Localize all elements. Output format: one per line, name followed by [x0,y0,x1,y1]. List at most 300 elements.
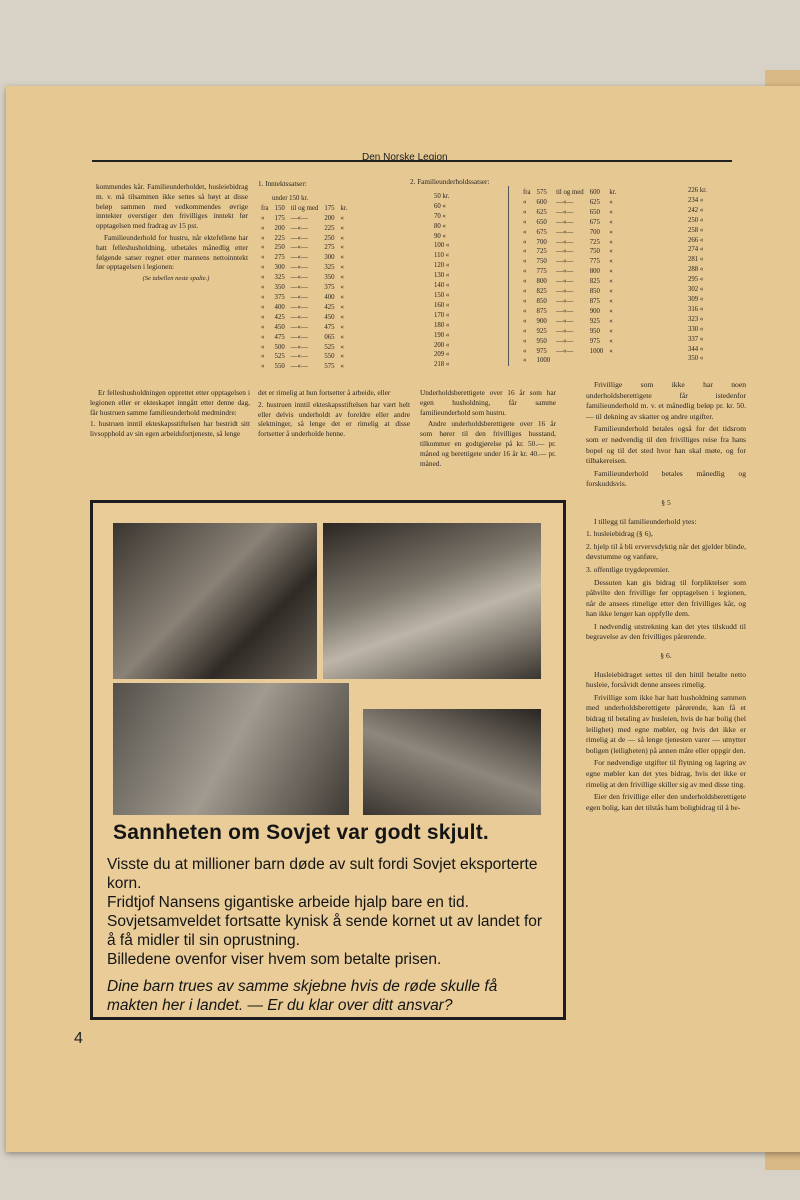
table-cell: —«— [290,303,308,311]
page-number: 4 [74,1030,83,1047]
right-list-1: 1. husleiebidrag (§ 6), [586,529,653,539]
table-cell: « [340,333,344,341]
table-cell: « [261,214,265,222]
table-cell: « [261,363,265,371]
amount-value: 100 « [434,242,450,250]
table-cell: —«— [290,293,308,301]
table-cell: « [261,313,265,321]
right-paragraph-10: Eier den frivillige eller den underholdsberettigete egen bolig, kan det tilstås ham boligbidrag til å be- [586,792,746,812]
table-cell: 900 [589,307,600,315]
table-cell: « [523,297,527,305]
table-row [520,277,619,287]
table-row [520,327,619,337]
table-row [520,287,619,297]
table-cell: 325 [324,264,335,272]
amount-value: 323 « [688,315,704,323]
table-cell: 725 [536,248,547,256]
table-cell: —«— [556,198,574,206]
table-cell: 600 [536,198,547,206]
table-cell: 300 [274,264,285,272]
table-cell: kr. [340,204,348,212]
table-cell: « [609,208,613,216]
table-cell: 425 [274,313,285,321]
table-row [258,333,351,343]
right-paragraph-1: Frivillige som ikke har noen underholdsberettigete får istedenfor familieunderhold m. v. et månedlig beløp pr. kr. 50.— til dekning av skatter og andre utgifter. [586,380,746,421]
table-cell: « [523,198,527,206]
table-cell: « [261,353,265,361]
table-row [520,238,619,248]
table-cell: —«— [290,254,308,262]
amount-value: 295 « [688,276,704,284]
right-list-3: 3. offentlige trygdepremier. [586,564,670,574]
table-cell: 1000 [536,357,551,365]
table-cell: 065 [324,333,335,341]
mid-column-1 [90,388,250,441]
poster-text [107,855,551,1015]
amount-value: 70 « [434,212,446,220]
poster-line-4: Dine barn trues av samme skjebne hvis de røde skulle få makten her i landet. — Er du klar over ditt ansvar? [107,978,498,1014]
table-cell: « [261,224,265,232]
table-cell: « [340,303,344,311]
mid2-item-2: 2. hustruen inntil ekteskapsstiftelsen har vært helt eller delvis underholdt av foreldre eller andre slektninger, så lenge det er rimelig at disse fortsetter å underholde henne. [258,399,410,439]
table-cell: —«— [290,214,308,222]
table-cell: 225 [274,234,285,242]
right-paragraph-4: I tillegg til familieunderhold ytes: [594,516,697,526]
table-cell: —«— [556,278,574,286]
table-cell: « [340,234,344,242]
table-cell: —«— [556,288,574,296]
right-paragraph-2: Familieunderhold betales også for det tidsrom som er nødvendig til den frivilliges reise fra hans bopel og til det sted hvor han skal møte, og for tilbakereisen. [586,424,746,466]
table-cell: 350 [324,274,335,282]
table-cell: —«— [556,347,574,355]
amount-value: 288 « [688,266,704,274]
table-cell: 700 [589,228,600,236]
table-cell: 700 [536,238,547,246]
right-paragraph-8: Frivillige som ikke har hatt husholdning sammen med underholdsberettigete pårørende, kan få et bidrag til betaling av husleien, hvis de har bolig (hel leilighet) med egne møbler, og hvis det ikke er rimelig at de — så lenge tjenesten varer — utnytter boligen (leiligheten) på annen måte eller oppgir den. [586,692,746,755]
table-cell: 550 [274,363,285,371]
table-cell: —«— [290,333,308,341]
table-cell: « [340,293,344,301]
table-cell: —«— [290,244,308,252]
table-cell: —«— [556,297,574,305]
table-cell: « [340,313,344,321]
table-row [258,352,351,362]
table-cell: 150 [274,204,285,212]
table-cell: 575 [324,363,335,371]
table-cell: « [609,278,613,286]
table-row [258,214,351,224]
amount-value: 234 « [688,196,704,204]
table-cell: « [261,284,265,292]
table-cell: 375 [324,284,335,292]
table-cell: 625 [589,198,600,206]
table-cell: 1000 [589,347,604,355]
table-cell: 625 [536,208,547,216]
table-cell: « [340,274,344,282]
table-cell: —«— [290,264,308,272]
table-cell: —«— [556,268,574,276]
photo-bottom-right [363,709,541,815]
table-cell: « [261,274,265,282]
table-cell: 675 [589,218,600,226]
table-row [520,257,619,267]
table-cell: 800 [536,278,547,286]
table-row [258,313,351,323]
table-cell: « [340,214,344,222]
amount-value: 316 « [688,305,704,313]
table-cell: « [523,218,527,226]
table-cell: 850 [589,288,600,296]
column-1-top [96,182,248,286]
table-cell: 425 [324,303,335,311]
table-cell: « [340,254,344,262]
table-row [520,317,619,327]
amount-value: 330 « [688,325,704,333]
amount-value: 274 « [688,246,704,254]
income-rows [258,204,351,372]
table-row [520,228,619,238]
table-cell: « [340,264,344,272]
page-header: Den Norske Legion [362,152,448,163]
amount-value: 130 « [434,272,450,280]
table-cell: —«— [556,307,574,315]
table-row [258,293,351,303]
propaganda-poster [90,500,566,1020]
amount-value: 250 « [688,216,704,224]
table-cell: 775 [536,268,547,276]
income-subhead: under 150 kr. [272,194,309,202]
table-cell: 900 [536,317,547,325]
upper-income-rows [520,188,619,366]
table-cell: 400 [274,303,285,311]
poster-line-1: Visste du at millioner barn døde av sult fordi Sovjet eksporterte korn. [107,856,538,892]
table-cell: 875 [589,297,600,305]
poster-headline: Sannheten om Sovjet var godt skjult. [113,821,489,844]
table-cell: —«— [556,248,574,256]
table-cell: 175 [324,204,335,212]
table-cell: « [609,288,613,296]
table-cell: « [340,363,344,371]
table-cell: « [261,333,265,341]
mid3-paragraph-2: Andre underholdsberettigete over 16 år som hører til den frivilliges husstand, tilkommer en godtgjørelse på kr. 50.— pr. måned og berettigete under 16 år kr. 40.— pr. måned. [420,419,556,468]
table-cell: 250 [324,234,335,242]
col1-paragraph-1: kommendes kår. Familieunderholdet, husleiebidrag m. v. må tilsammen ikke settes så høyt at disse beløp sammen med vedkommendes øvrige inntekter overstiger den frivilliges inntekt før opptagelsen med fradrag av 15 pst. [96,182,248,231]
table-note: (Se tabellen neste spalte.) [142,275,210,283]
table-cell: kr. [609,189,617,196]
table-cell: « [523,357,527,365]
header-rule [92,160,732,162]
table-cell: « [523,208,527,216]
table-row [258,343,351,353]
amount-value: 60 « [434,202,446,210]
table-cell: —«— [556,218,574,226]
table-cell: fra [523,189,531,196]
amount-value: 309 « [688,295,704,303]
table-cell: « [609,317,613,325]
table-cell: « [261,303,265,311]
table-cell: 950 [589,327,600,335]
table-cell: 175 [274,214,285,222]
table-cell: « [340,224,344,232]
table-row [258,224,351,234]
right-paragraph-6: I nødvendig utstrekning kan det ytes tilskudd til begravelse av den frivilliges pårørende. [586,621,746,642]
table-cell: til og med [556,189,584,196]
amount-value: 344 « [688,345,704,353]
table-cell: 475 [274,333,285,341]
table-cell: « [261,244,265,252]
table-row [258,303,351,313]
table-cell: —«— [556,258,574,266]
table-cell: 575 [536,189,547,196]
table-cell: « [609,307,613,315]
table-cell: « [609,198,613,206]
amount-value: 170 « [434,311,450,319]
right-paragraph-5: Dessuten kan gis bidrag til forpliktelser som påhvilte den frivillige før opptagelsen i legionen, når de ansees rimelige etter den frivilliges kår, og han ikke lenger kan oppfylle dem. [586,577,746,619]
table-cell: 675 [536,228,547,236]
table-cell: « [523,307,527,315]
amount-value: 110 « [434,252,450,260]
table-cell: —«— [290,284,308,292]
amount-value: 266 « [688,236,704,244]
table-cell: « [609,268,613,276]
table-cell: « [609,297,613,305]
table-cell: 350 [274,284,285,292]
mid3-paragraph-1: Underholdsberettigete over 16 år som har egen husholdning, får samme familieunderhold som hustru. [420,388,556,417]
support-table [410,178,489,370]
table-cell [553,356,587,366]
table-cell: 250 [274,244,285,252]
amount-value: 218 « [434,361,450,369]
mid1-paragraph: Er felleshusholdningen opprettet etter opptagelsen i legionen eller er ekteskapet inngått etter denne dag, får hustruen samme familieunderhold medmindre: [90,388,250,417]
table-cell: 825 [536,288,547,296]
table-cell: « [523,337,527,345]
table-cell: 275 [274,254,285,262]
table-cell: 925 [589,317,600,325]
amount-value: 258 « [688,226,704,234]
table-row [258,263,351,273]
table-cell: « [523,228,527,236]
amount-value: 190 « [434,331,450,339]
table-cell: —«— [556,238,574,246]
amount-value: 120 « [434,262,450,270]
table-cell: « [609,258,613,266]
table-row [258,362,351,372]
table-cell: —«— [290,323,308,331]
table-cell: 450 [274,323,285,331]
table-cell: fra [261,204,269,212]
table-cell: « [340,244,344,252]
table-cell: —«— [290,313,308,321]
table-row [258,243,351,253]
table-cell: « [261,264,265,272]
table-cell: 525 [274,353,285,361]
table-cell: « [609,347,613,355]
table-cell: 300 [324,254,335,262]
photo-bottom-left [113,683,349,815]
table-cell: 925 [536,327,547,335]
right-column [586,380,746,815]
table-cell: 650 [536,218,547,226]
table-cell: « [340,353,344,361]
photo-top-right [323,523,541,679]
upper-amounts-column [688,186,707,364]
table-cell: 825 [589,278,600,286]
table-row [520,247,619,257]
table-cell: —«— [290,363,308,371]
poster-photo-grid [113,523,541,815]
table-cell: 875 [536,307,547,315]
table-cell: « [261,234,265,242]
table-cell: 200 [324,214,335,222]
income-table [258,180,351,372]
table-cell: « [261,343,265,351]
table-row [520,188,619,198]
mid-column-2 [258,388,410,441]
table-cell: « [340,284,344,292]
income-table-title: 1. Inntektssatser: [258,180,307,188]
table-cell: « [609,337,613,345]
table-row [258,273,351,283]
table-cell: 800 [589,268,600,276]
table-cell: —«— [556,327,574,335]
table-cell: —«— [290,224,308,232]
table-row [520,337,619,347]
table-cell: 750 [536,258,547,266]
right-list-2: 2. hjelp til å bli ervervsdyktig når det gjelder blinde, døvstumme og vanføre, [586,541,746,562]
amount-value: 302 « [688,286,704,294]
upper-income-table [520,188,619,366]
table-cell: « [523,238,527,246]
table-cell: « [261,254,265,262]
table-cell: « [523,258,527,266]
right-paragraph-7: Husleiebidraget settes til den hittil betalte netto husleie, forsåvidt denne ansees rimelig. [586,669,746,690]
table-cell: « [609,327,613,335]
mid2-paragraph: det er rimelig at hun fortsetter å arbeide, eller [258,388,391,397]
table-cell: til og med [290,204,319,212]
support-table-title: 2. Familieunderholdssatser: [410,178,490,186]
table-row [520,267,619,277]
table-cell: —«— [290,234,308,242]
table-cell: « [523,317,527,325]
support-amounts [410,192,489,370]
table-cell: 600 [589,189,600,196]
table-cell: 850 [536,297,547,305]
table-cell: « [523,248,527,256]
table-cell: « [523,288,527,296]
table-cell: 525 [324,343,335,351]
table-cell: « [523,347,527,355]
table-cell: 275 [324,244,335,252]
table-row [520,307,619,317]
table-cell: 775 [589,258,600,266]
table-cell: —«— [556,208,574,216]
table-cell: « [523,327,527,335]
table-row [258,283,351,293]
table-cell: 725 [589,238,600,246]
table-cell: 650 [589,208,600,216]
amount-value: 209 « [434,351,450,359]
table-row [520,198,619,208]
table-row [520,347,619,357]
table-cell: 950 [536,337,547,345]
section-5-heading: § 5 [661,497,671,507]
table-cell: 450 [324,313,335,321]
table-cell: —«— [556,317,574,325]
table-cell: 475 [324,323,335,331]
amount-value: 180 « [434,321,450,329]
table-row [258,253,351,263]
table-cell: 975 [589,337,600,345]
table-cell: 325 [274,274,285,282]
mid1-item-1: 1. hustruen inntil ekteskapsstiftelsen har bestridt sitt livsopphold av sin egen arbeidsfortjeneste, så lenge [90,419,250,439]
poster-line-3: Billedene ovenfor viser hvem som betalte prisen. [107,951,442,968]
table-row [520,356,619,366]
table-cell: « [340,323,344,331]
table-cell: 750 [589,248,600,256]
table-cell [587,356,607,366]
table-cell: « [609,248,613,256]
table-row [520,218,619,228]
table-cell: —«— [290,353,308,361]
table-cell: « [609,228,613,236]
amount-value: 150 « [434,291,450,299]
table-cell: —«— [556,337,574,345]
amount-value: 200 « [434,341,450,349]
table-divider [508,186,509,366]
table-cell: « [609,238,613,246]
amount-value: 140 « [434,282,450,290]
table-cell: 975 [536,347,547,355]
table-cell: « [261,323,265,331]
table-row [520,208,619,218]
table-cell: 200 [274,224,285,232]
table-cell: —«— [290,343,308,351]
amount-value: 337 « [688,335,704,343]
amount-value: 242 « [688,206,704,214]
table-cell: « [523,278,527,286]
table-cell [606,356,619,366]
amount-value: 80 « [434,222,446,230]
table-row [258,323,351,333]
amount-value: 281 « [688,256,704,264]
mid-column-3 [420,388,556,470]
table-cell: « [261,293,265,301]
table-cell: « [523,268,527,276]
table-cell: 500 [274,343,285,351]
amount-value: 90 « [434,232,446,240]
section-6-heading: § 6. [660,651,672,661]
photo-top-left [113,523,317,679]
table-cell: 225 [324,224,335,232]
col1-paragraph-2: Familieunderhold for hustru, når ektefellene har hatt felleshusholdning, utbetales månedlig etter følgende satser regnet etter mannens nettoinntekt før opptagelsen i legionen: [96,232,248,272]
table-cell: 400 [324,293,335,301]
right-paragraph-3: Familieunderhold betales månedlig og forskuddsvis. [586,468,746,489]
poster-line-2: Fridtjof Nansens gigantiske arbeide hjalp bare en tid. Sovjetsamveldet fortsatte kynisk å sende kornet ut av landet for å få midler til sin oprustning. [107,894,543,949]
amount-value: 226 kr. [688,187,707,194]
table-row [258,234,351,244]
upper-amounts [688,186,707,364]
amount-value: 50 kr. [434,192,450,200]
table-row [258,204,351,214]
table-cell: « [340,343,344,351]
table-row [520,297,619,307]
right-paragraph-9: For nødvendige utgifter til flytning og lagring av egne møbler kan det ytes bidrag, hvis det ikke er rimelig at den frivillige skiller sig av med disse ting. [586,758,746,789]
table-cell: « [609,218,613,226]
table-cell: 550 [324,353,335,361]
amount-value: 160 « [434,301,450,309]
amount-value: 350 « [688,355,704,363]
table-cell: 375 [274,293,285,301]
